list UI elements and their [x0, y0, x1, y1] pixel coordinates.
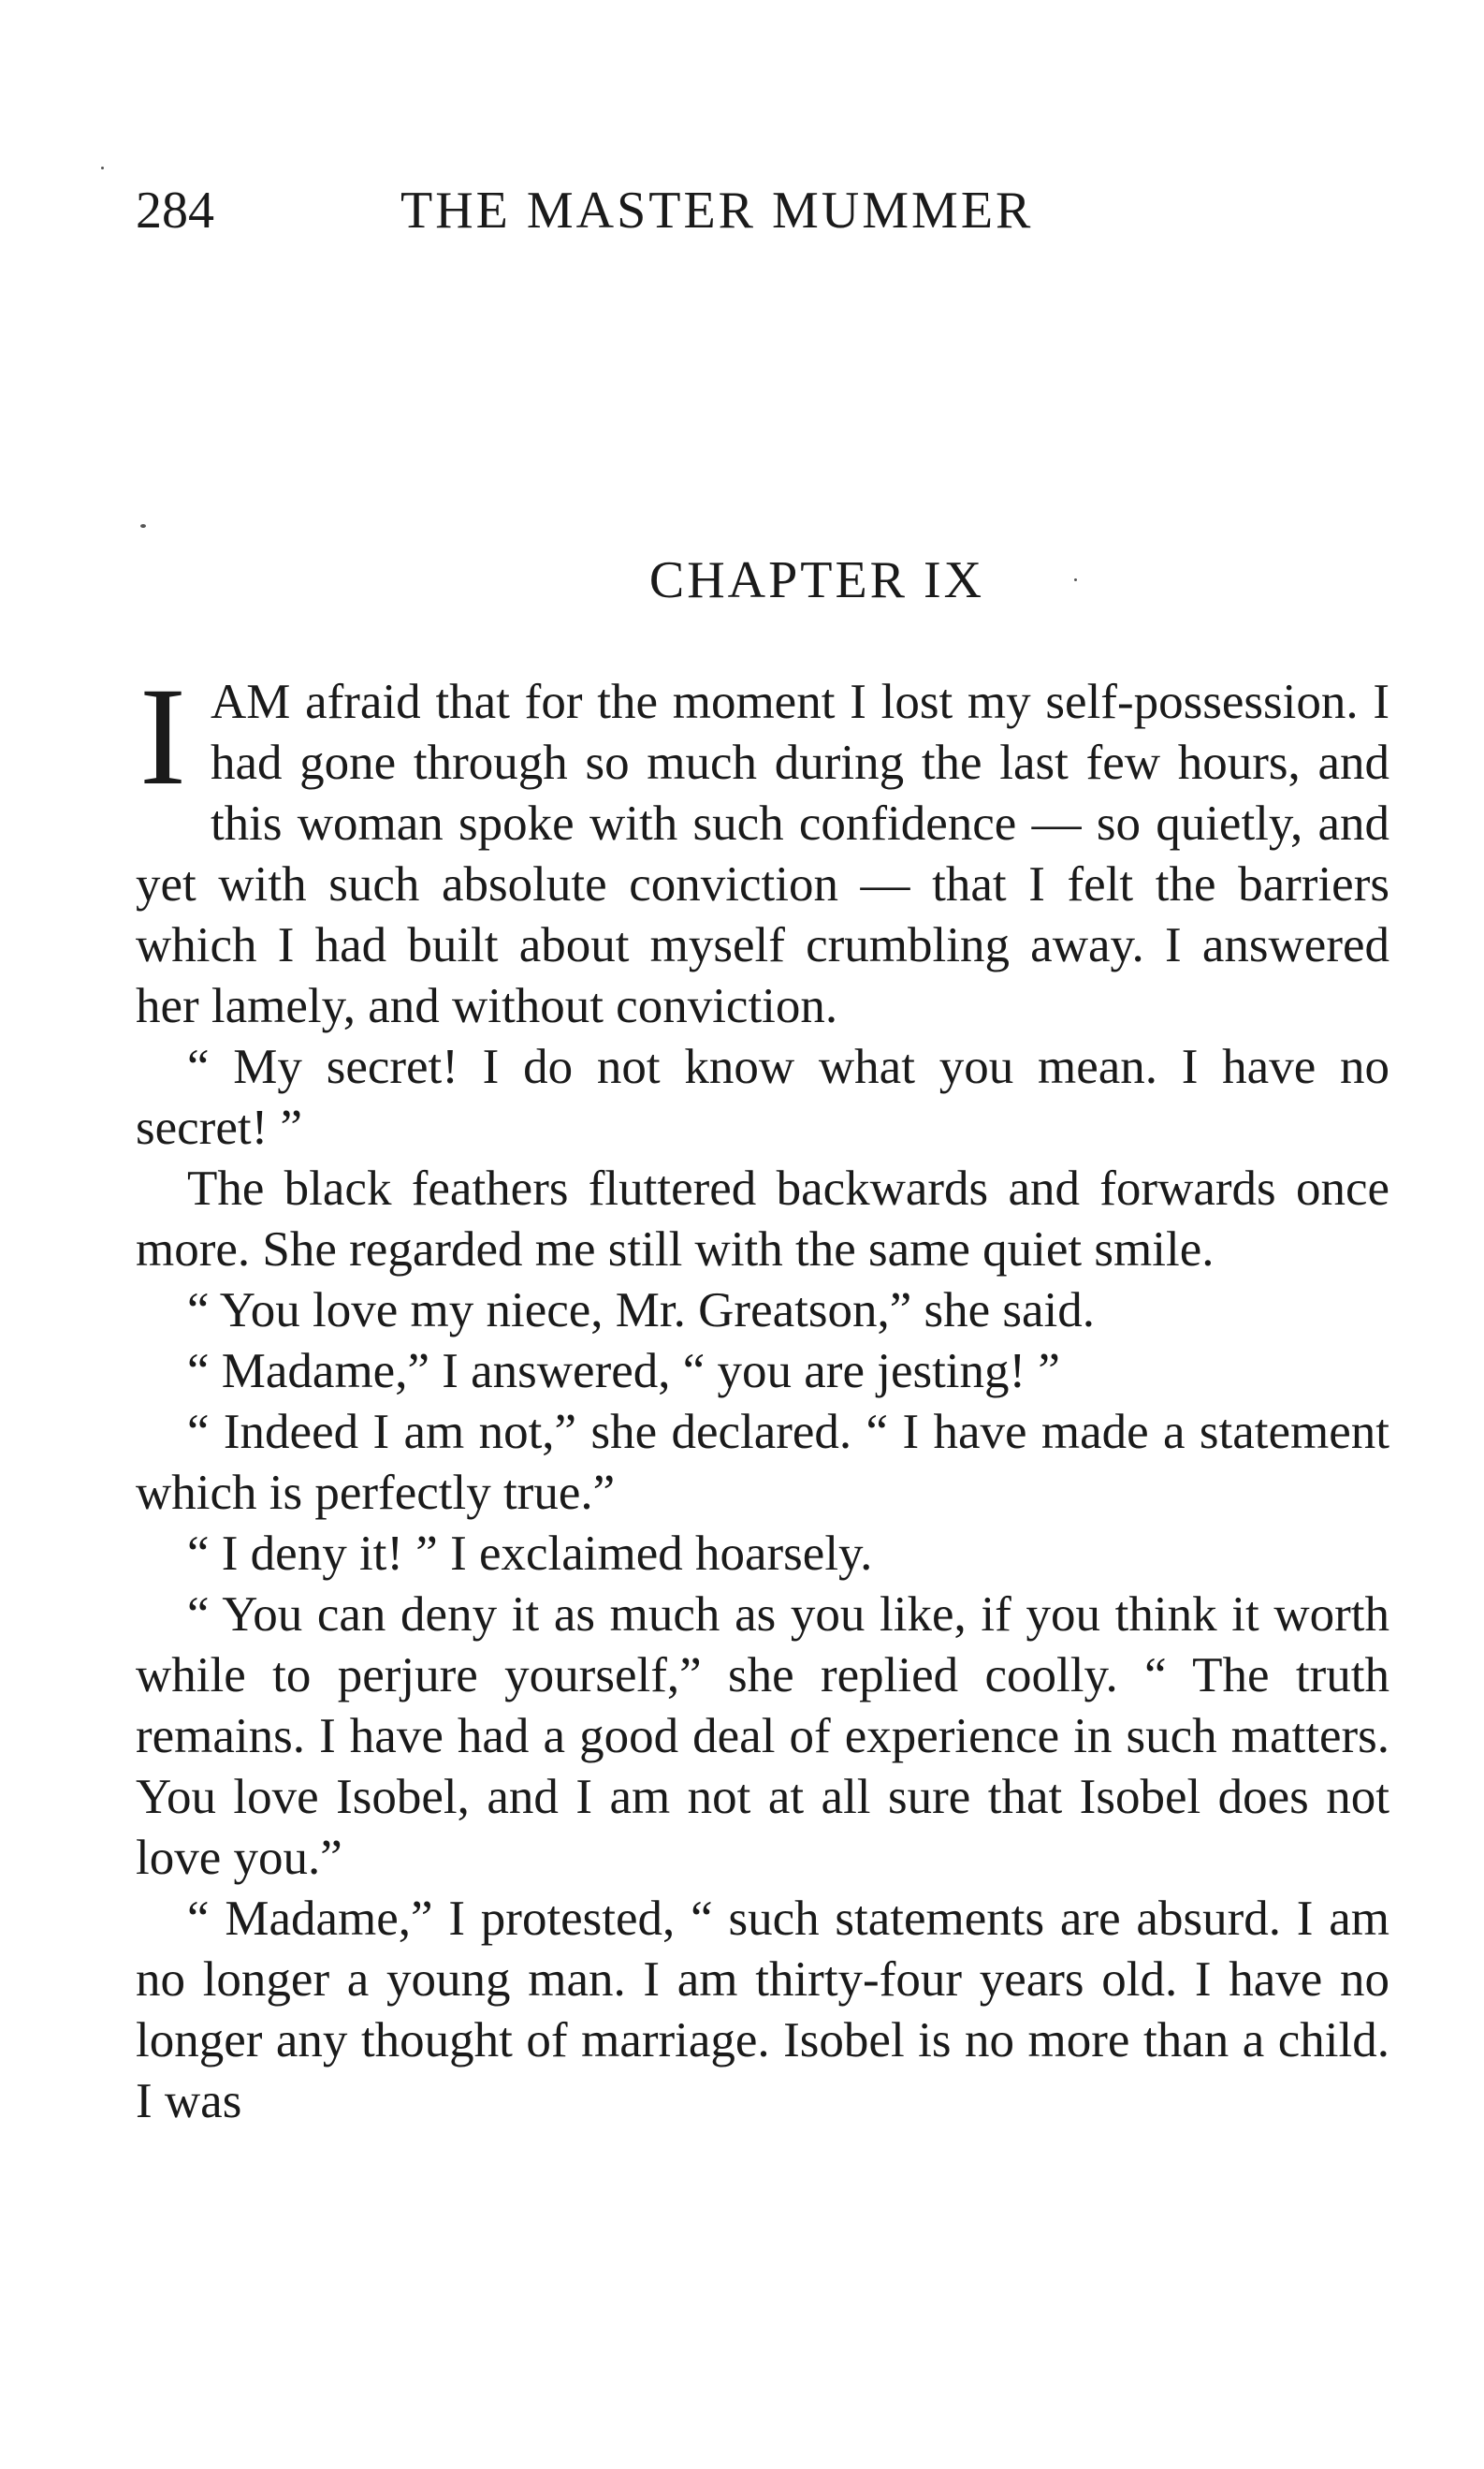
paragraph-3: The black feathers fluttered backwards and forwards once more. She regarded me still with the same quiet smile. — [136, 1161, 1389, 1277]
paragraph-7: “ I deny it! ” I exclaimed hoarsely. — [187, 1527, 873, 1581]
running-head — [136, 178, 1389, 243]
paragraph-9: “ Madame,” I protested, “ such statements are absurd. I am no longer a young man. I am thirty-four years old. I have no longer any thought of marriage. Isobel is no more than a child. I was — [136, 1892, 1389, 2128]
paragraph-1 — [136, 659, 1389, 1037]
chapter-title: CHAPTER IX — [648, 551, 985, 609]
paragraph-text: AM afraid that for the moment I lost my self-possession. I had gone through so much during the last few hours, and this woman spoke with such confidence — so quietly, and yet with such absolute conviction — that I felt the barriers which I had built about myself crumbling away. I answered her lamely, and without conviction. — [136, 675, 1389, 1033]
paragraph-4: “ You love my niece, Mr. Greatson,” she said. — [187, 1283, 1096, 1337]
paragraph-2: “ My secret! I do not know what you mean. I have no secret! ” — [136, 1040, 1389, 1155]
paragraph-5: “ Madame,” I answered, “ you are jesting! ” — [187, 1344, 1060, 1398]
scan-speck — [1074, 578, 1077, 581]
page-number: 284 — [136, 182, 214, 240]
drop-cap: I — [139, 659, 186, 814]
scan-speck — [140, 524, 146, 528]
paragraph-6: “ Indeed I am not,” she declared. “ I have made a statement which is perfectly true.” — [136, 1405, 1389, 1520]
scan-speck — [101, 167, 104, 169]
running-title: THE MASTER MUMMER — [400, 182, 1034, 240]
chapter-body — [136, 659, 1389, 2132]
paragraph-8: “ You can deny it as much as you like, if you think it worth while to perjure yourself,” she replied coolly. “ The truth remains. I have had a good deal of experience in such matters. You love Isobel, and I am not at all sure that Isobel does not love you.” — [136, 1587, 1389, 1885]
